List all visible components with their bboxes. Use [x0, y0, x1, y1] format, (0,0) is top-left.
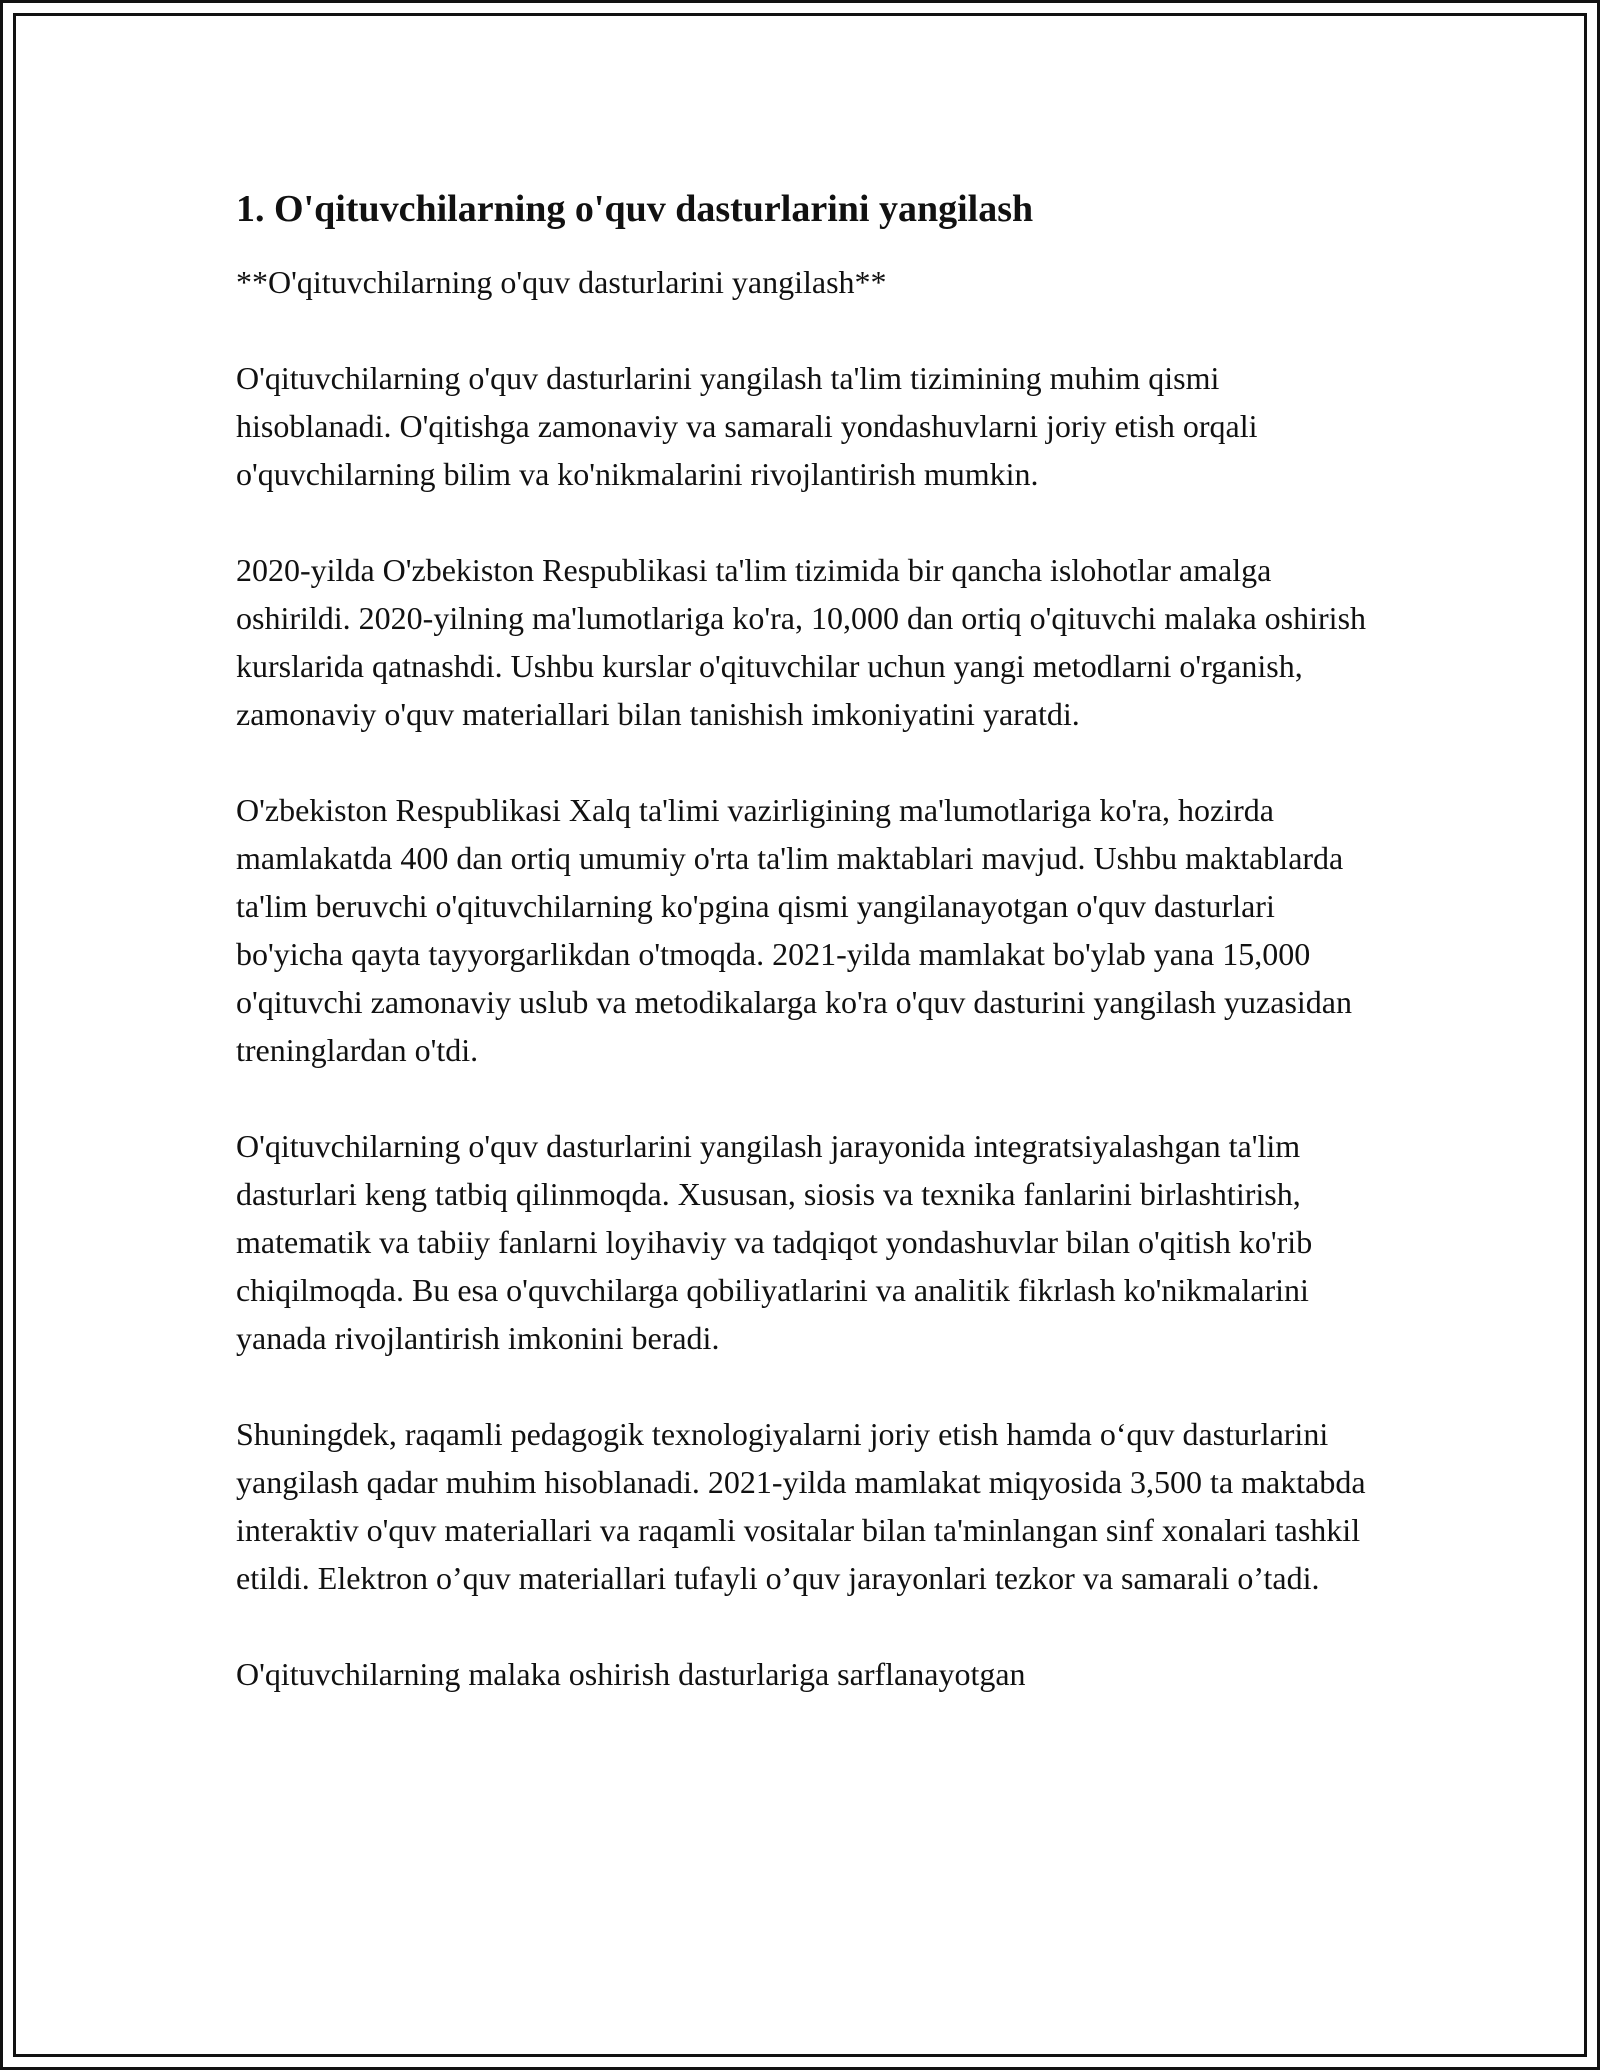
paragraph-4: O'qituvchilarning o'quv dasturlarini yangilash jarayonida integratsiyalashgan ta'lim dasturlari keng tatbiq qilinmoqda. Xususan, siosis va texnika fanlarini birlashtirish, matematik va tabiiy fanlarni loyihaviy va tadqiqot yondashuvlar bilan o'qitish ko'rib chiqilmoqda. Bu esa o'quvchilarga qobiliyatlarini va analitik fikrlash ko'nikmalarini yanada rivojlantirish imkonini beradi.: [236, 1128, 1313, 1356]
paragraph-5: Shuningdek, raqamli pedagogik texnologiyalarni joriy etish hamda o‘quv dasturlarini yangilash qadar muhim hisoblanadi. 2021-yilda mamlakat miqyosida 3,500 ta maktabda interaktiv o'quv materiallari va raqamli vositalar bilan ta'minlangan sinf xonalari tashkil etildi. Elektron o’quv materiallari tufayli o’quv jarayonlari tezkor va samarali o’tadi.: [236, 1416, 1366, 1596]
paragraph-6: O'qituvchilarning malaka oshirish dasturlariga sarflanayotgan: [236, 1656, 1026, 1692]
paragraph-1: O'qituvchilarning o'quv dasturlarini yangilash ta'lim tizimining muhim qismi hisoblanadi. O'qitishga zamonaviy va samarali yondashuvlarni joriy etish orqali o'quvchilarning bilim va ko'nikmalarini rivojlantirish mumkin.: [236, 360, 1258, 492]
document-subtitle: **O'qituvchilarning o'quv dasturlarini yangilash**: [236, 264, 887, 300]
paragraph-3: O'zbekiston Respublikasi Xalq ta'limi vazirligining ma'lumotlariga ko'ra, hozirda mamlakatda 400 dan ortiq umumiy o'rta ta'lim maktablari mavjud. Ushbu maktablarda ta'lim beruvchi o'qituvchilarning ko'pgina qismi yangilanayotgan o'quv dasturlari bo'yicha qayta tayyorgarlikdan o'tmoqda. 2021-yilda mamlakat bo'ylab yana 15,000 o'qituvchi zamonaviy uslub va metodikalarga ko'ra o'quv dasturini yangilash yuzasidan treninglardan o'tdi.: [236, 792, 1352, 1068]
document-body: [236, 186, 1376, 1746]
document-title: 1. O'qituvchilarning o'quv dasturlarini yangilash: [236, 188, 1034, 230]
paragraph-2: 2020-yilda O'zbekiston Respublikasi ta'lim tizimida bir qancha islohotlar amalga oshirildi. 2020-yilning ma'lumotlariga ko'ra, 10,000 dan ortiq o'qituvchi malaka oshirish kurslarida qatnashdi. Ushbu kurslar o'qituvchilar uchun yangi metodlarni o'rganish, zamonaviy o'quv materiallari bilan tanishish imkoniyatini yaratdi.: [236, 552, 1367, 732]
